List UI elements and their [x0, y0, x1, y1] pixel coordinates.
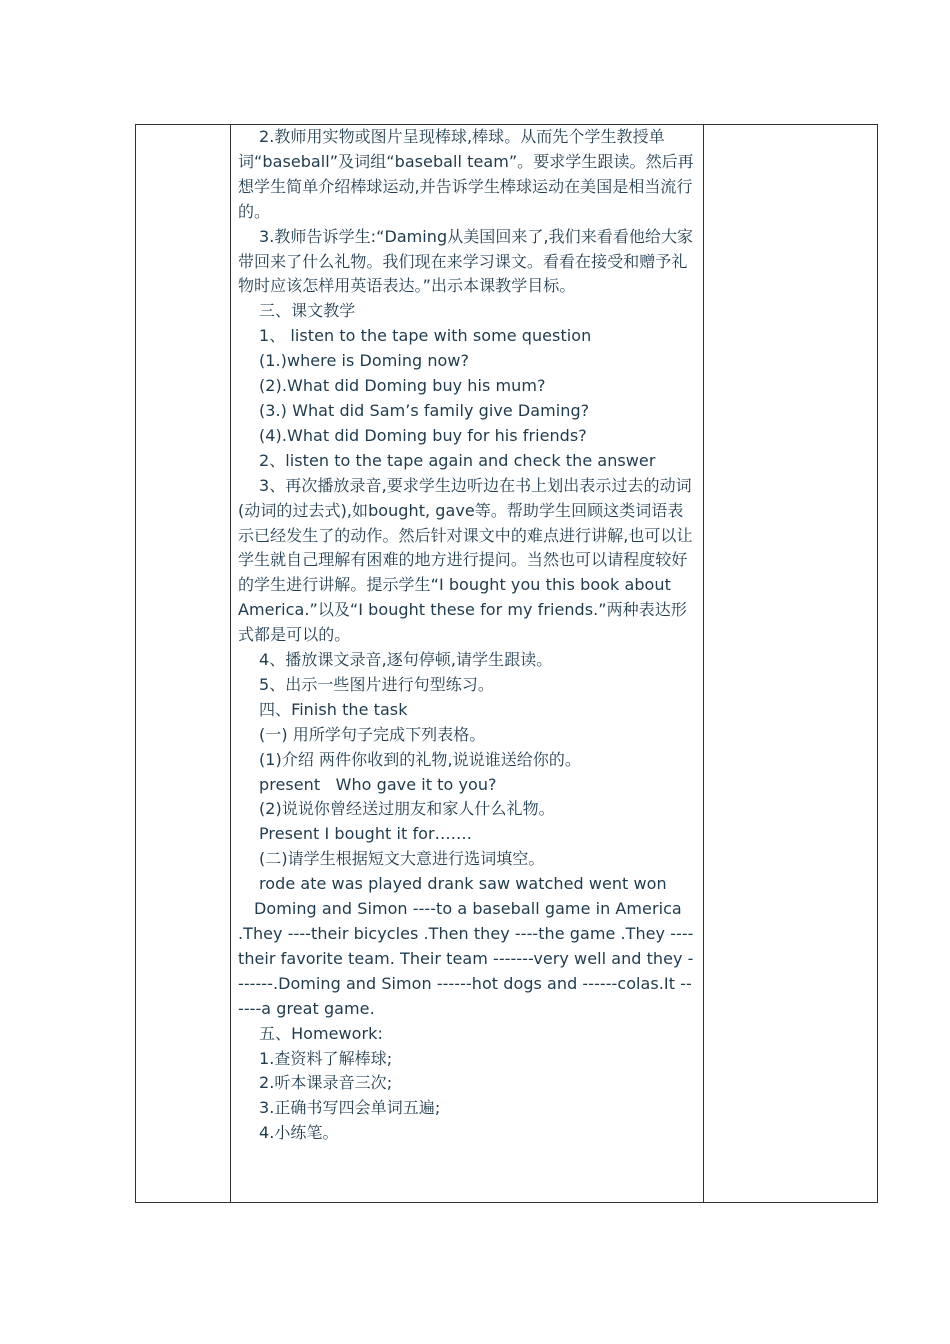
column-divider-left [230, 125, 231, 1202]
picture-practice-step: 5、出示一些图片进行句型练习。 [259, 674, 494, 694]
subtask-1-item-1: (1)介绍 两件你收到的礼物,说说谁送给你的。 [259, 749, 581, 769]
listen-task: 1、 listen to the tape with some question [259, 326, 592, 346]
check-answer-task: 2、listen to the tape again and check the answer [259, 450, 656, 470]
subtask-1-item-2: (2)说说你曾经送过朋友和家人什么礼物。 [259, 799, 555, 819]
homework-item-4: 4.小练笔。 [259, 1123, 339, 1143]
word-bank: rode ate was played drank saw watched went won [259, 874, 667, 894]
cloze-passage: Doming and Simon ----to a baseball game in America .They ----their bicycles .Then they ----the game .They ----their favorite team. Their team -------very well and they -------.Doming and Simon ------hot dogs and ------colas.It ------a great game. [238, 899, 694, 1018]
homework-item-2: 2.听本课录音三次; [259, 1073, 393, 1093]
present-line: Present I bought it for……. [259, 824, 472, 844]
section-heading-finish-task: 四、Finish the task [259, 699, 408, 719]
read-along-step: 4、播放课文录音,逐句停顿,请学生跟读。 [259, 650, 553, 670]
homework-item-3: 3.正确书写四会单词五遍; [259, 1098, 441, 1118]
table-header-line: present Who gave it to you? [259, 774, 497, 794]
subtask-1-heading: (一) 用所学句子完成下列表格。 [259, 724, 486, 744]
homework-item-1: 1.查资料了解棒球; [259, 1048, 393, 1068]
paragraph-step-3: 3.教师告诉学生:“Daming从美国回来了,我们来看看他给大家带回来了什么礼物。我们现在来学习课文。看看在接受和赠予礼物时应该怎样用英语表达。”出示本课教学目标。 [238, 226, 694, 296]
column-divider-right [703, 125, 704, 1202]
subtask-2-heading: (二)请学生根据短文大意进行选词填空。 [259, 849, 545, 869]
section-heading-text-teaching: 三、课文教学 [259, 301, 356, 321]
question-1: (1.)where is Doming now? [259, 351, 470, 371]
section-heading-homework: 五、Homework: [259, 1023, 383, 1043]
question-4: (4).What did Doming buy for his friends? [259, 425, 587, 445]
paragraph-step-2: 2.教师用实物或图片呈现棒球,棒球。从而先个学生教授单词“baseball”及词组“baseball team”。要求学生跟读。然后再想学生简单介绍棒球运动,并告诉学生棒球运动在美国是相当流行的。 [238, 127, 694, 221]
question-3: (3.) What did Sam’s family give Daming? [259, 400, 590, 420]
lesson-content-cell [238, 125, 696, 1146]
replay-paragraph: 3、再次播放录音,要求学生边听边在书上划出表示过去的动词(动词的过去式),如bought, gave等。帮助学生回顾这类词语表示已经发生了的动作。然后针对课文中的难点进行讲解,也可以让学生就自己理解有困难的地方进行提问。当然也可以请程度较好的学生进行讲解。提示学生“I bought you this book about America.”以及“I bought these for my friends.”两种表达形式都是可以的。 [238, 475, 693, 645]
question-2: (2).What did Doming buy his mum? [259, 376, 546, 396]
